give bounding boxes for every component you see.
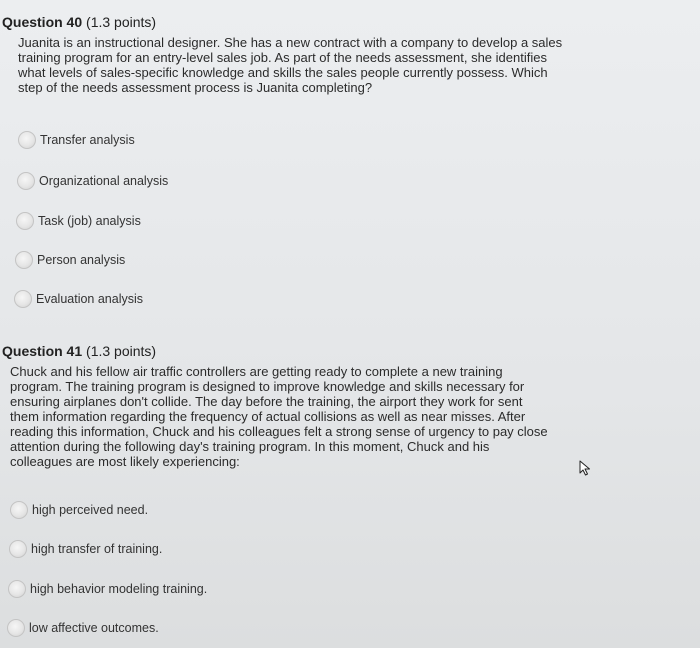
radio-button[interactable] [7, 619, 25, 637]
option-label: high behavior modeling training. [30, 582, 208, 596]
question-40-line: Juanita is an instructional designer. She has a new contract with a company to develop a sales [18, 35, 563, 50]
question-41-number: Question 41 [2, 343, 83, 359]
radio-button[interactable] [18, 131, 36, 149]
question-41-line: ensuring airplanes don't collide. The day before the training, the airport they work for sent [10, 394, 523, 409]
q40-option-organizational-analysis[interactable] [17, 171, 168, 191]
radio-button[interactable] [17, 172, 35, 190]
q41-option-high-transfer-of-training[interactable] [9, 539, 162, 559]
radio-button[interactable] [15, 251, 33, 269]
question-41-text [10, 364, 555, 469]
q41-option-low-affective-outcomes[interactable] [7, 618, 159, 638]
question-40-line: step of the needs assessment process is Juanita completing? [18, 80, 373, 95]
q40-option-person-analysis[interactable] [15, 250, 125, 270]
question-40-header [2, 14, 700, 30]
radio-button[interactable] [8, 580, 26, 598]
question-40-text [18, 35, 578, 95]
question-41-line: Chuck and his fellow air traffic controllers are getting ready to complete a new training [10, 364, 503, 379]
option-label: Evaluation analysis [36, 292, 144, 306]
radio-button[interactable] [14, 290, 32, 308]
question-40 [0, 14, 700, 306]
option-label: high perceived need. [32, 503, 149, 517]
q40-option-transfer-analysis[interactable] [18, 130, 135, 150]
option-label: Transfer analysis [40, 133, 135, 147]
q41-option-high-perceived-need[interactable] [10, 500, 148, 520]
question-41-line: reading this information, Chuck and his colleagues felt a strong sense of urgency to pay close [10, 424, 548, 439]
question-41-points: (1.3 points) [86, 343, 157, 359]
question-40-line: training program for an entry-level sales job. As part of the needs assessment, she identifies [18, 50, 547, 65]
option-label: Organizational analysis [39, 174, 169, 188]
question-40-number: Question 40 [2, 14, 83, 30]
radio-button[interactable] [16, 212, 34, 230]
q40-option-evaluation-analysis[interactable] [14, 289, 143, 309]
question-40-points: (1.3 points) [86, 14, 157, 30]
q41-option-high-behavior-modeling-training[interactable] [8, 579, 207, 599]
question-41-header [2, 343, 700, 359]
mouse-cursor-icon [578, 460, 592, 476]
option-label: low affective outcomes. [29, 621, 159, 635]
q40-option-task-job-analysis[interactable] [16, 211, 141, 231]
radio-button[interactable] [10, 501, 28, 519]
question-41-line: attention during the following day's training program. In this moment, Chuck and his [10, 439, 490, 454]
option-label: high transfer of training. [31, 542, 163, 556]
question-41-line: them information regarding the frequency of actual collisions as well as near misses. After [10, 409, 526, 424]
question-41-line: colleagues are most likely experiencing: [10, 454, 240, 469]
option-label: Person analysis [37, 253, 126, 267]
question-40-line: what levels of sales-specific knowledge and skills the sales people currently possess. Which [18, 65, 548, 80]
question-41 [0, 343, 700, 635]
radio-button[interactable] [9, 540, 27, 558]
option-label: Task (job) analysis [38, 214, 141, 228]
question-41-line: program. The training program is designed to improve knowledge and skills necessary for [10, 379, 525, 394]
